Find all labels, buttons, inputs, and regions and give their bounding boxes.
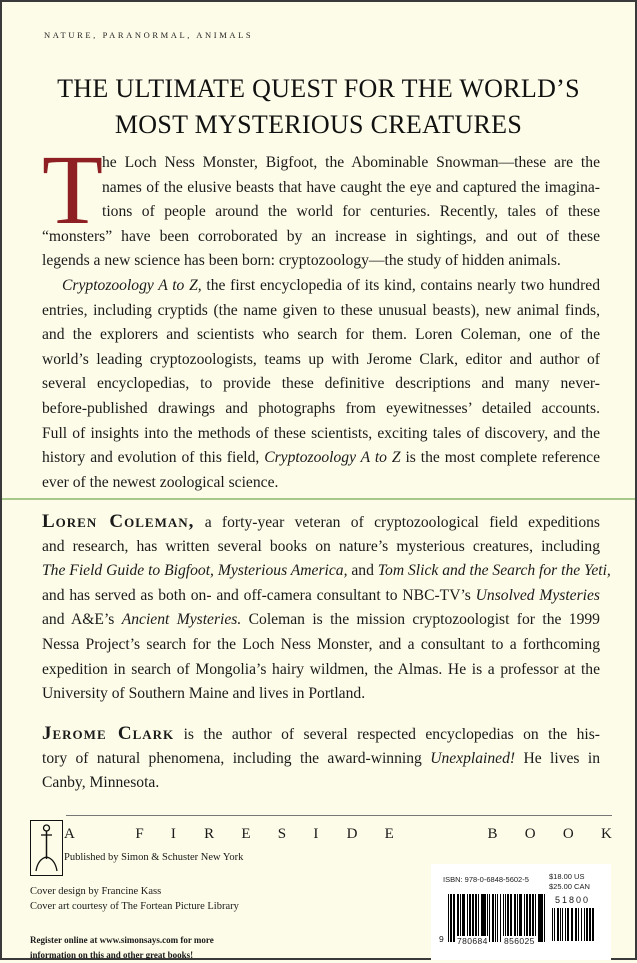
text-line — [42, 608, 600, 633]
addon-barcode — [552, 908, 599, 941]
barcode-bar — [489, 894, 490, 942]
text-line: and research, has written several books on nature’s mysterious creatures, including — [42, 537, 600, 555]
imprint-letter: E — [241, 826, 251, 842]
imprint-letter: O — [562, 826, 574, 842]
barcode-bar — [568, 908, 569, 941]
book-title: Unexplained! — [430, 749, 516, 767]
barcode-bar — [552, 908, 553, 941]
cover-art-credit: Cover art courtesy of The Fortean Picture Library — [30, 901, 239, 912]
text-line — [42, 446, 600, 471]
imprint-letter: R — [204, 826, 215, 842]
text-segment: and A&E’s — [42, 611, 122, 629]
ean-right-digits: 856025 — [504, 936, 535, 946]
imprint-letter: I — [313, 826, 319, 842]
text-line: names of the elusive beasts that have caught the eye and captured the imagina- — [102, 178, 600, 196]
text-segment: He lives in — [515, 749, 600, 767]
barcode-bar — [584, 908, 585, 941]
section-divider — [2, 498, 635, 500]
barcode-bar — [535, 894, 537, 942]
author-bio-clark — [42, 722, 600, 796]
text-line — [42, 274, 600, 299]
text-line: University of Southern Maine and lives in Portland. — [42, 685, 366, 703]
text-line — [42, 559, 611, 584]
barcode-bar — [562, 908, 563, 941]
cover-design-credit: Cover design by Francine Kass — [30, 886, 162, 897]
register-line-1: Register online at www.simonsays.com for more — [30, 935, 214, 945]
barcode-bar — [578, 908, 580, 941]
imprint-letter: D — [346, 826, 358, 842]
text-line — [42, 722, 600, 747]
barcode-bar — [520, 894, 522, 942]
imprint-letter: B — [487, 826, 498, 842]
isbn-text: ISBN: 978-0-6848-5602-5 — [443, 875, 529, 884]
barcode-bar — [457, 894, 459, 942]
author-name: Loren Coleman, — [42, 511, 195, 532]
publisher-line: Published by Simon & Schuster New York — [64, 852, 244, 863]
text-line: legends a new science has been born: cryptozoology—the study of hidden animals. — [42, 252, 561, 270]
text-line: Canby, Minnesota. — [42, 774, 160, 792]
price-addon-code: 51800 — [555, 895, 591, 905]
text-line: before-published drawings and photographs from eyewitnesses’ detailed accounts. — [42, 399, 600, 417]
register-online-note — [30, 933, 214, 963]
author-bio-coleman — [42, 510, 611, 707]
barcode-bar — [469, 894, 470, 942]
description-paragraph-2 — [42, 274, 600, 495]
barcode-bar — [505, 894, 506, 942]
text-line — [42, 584, 600, 609]
imprint-letter — [102, 826, 108, 843]
barcode-bar — [478, 894, 480, 942]
book-title: Tom Slick and the Search for the Yeti, — [377, 562, 611, 580]
description-paragraph-1 — [42, 151, 600, 274]
imprint-letter: S — [277, 826, 287, 842]
barcode-bar — [586, 908, 588, 941]
text-line: “monsters” have been corroborated by an increase in sightings, and out of these — [42, 227, 600, 245]
barcode-bar — [497, 894, 498, 942]
price-block — [549, 872, 590, 892]
barcode-bar — [463, 894, 465, 942]
cover-credits — [30, 884, 239, 914]
headline-line-1: THE ULTIMATE QUEST FOR THE WORLD’S — [57, 74, 580, 103]
imprint-letter: E — [384, 826, 394, 842]
barcode-bar — [581, 908, 582, 941]
text-line: he Loch Ness Monster, Bigfoot, the Abominable Snowman—these are the — [102, 154, 600, 171]
barcode-bar — [481, 894, 482, 942]
imprint-letter: I — [170, 826, 176, 842]
imprint-letter: K — [600, 826, 612, 842]
barcode-box — [431, 864, 611, 960]
price-us: $18.00 US — [549, 872, 585, 881]
text-line: ever of the newest zoological science. — [42, 473, 279, 491]
book-title: Cryptozoology A to Z, — [62, 277, 202, 294]
text-line: Nessa Project’s search for the Loch Ness Monster, and a consultant to a forthcoming — [42, 635, 600, 653]
barcode-bar — [492, 894, 494, 942]
text-segment: history and evolution of this field, — [42, 449, 265, 467]
barcode-bar — [514, 894, 516, 942]
text-line: and the explorers and scientists who search for them. Loren Coleman, one of the — [42, 326, 600, 344]
barcode-bar — [524, 894, 525, 942]
text-line: entries, including cryptids (the name given to these unusual beasts), new animal finds, — [42, 301, 600, 319]
fireside-logo-icon — [30, 820, 63, 876]
headline-line-2: MOST MYSTERIOUS CREATURES — [114, 110, 523, 139]
barcode-bar — [467, 894, 468, 942]
text-line: world’s leading cryptozoologists, teams up with Jerome Clark, editor and author of — [42, 350, 600, 368]
text-segment: the first encyclopedia of its kind, contains nearly two hundred — [201, 277, 600, 294]
text-line: tions of people around the world for centuries. Recently, tales of these — [102, 203, 600, 221]
book-title: Ancient Mysteries. — [121, 611, 242, 629]
drop-cap: T — [42, 134, 104, 245]
imprint-fireside-book — [64, 826, 612, 843]
author-name: Jerome Clark — [42, 723, 175, 744]
barcode-bar — [560, 908, 561, 941]
barcode-bar — [554, 908, 555, 941]
book-title: The Field Guide to Bigfoot, Mysterious America, — [42, 562, 348, 580]
text-line — [42, 747, 600, 772]
category-label: NATURE, PARANORMAL, ANIMALS — [44, 30, 254, 40]
ean-left-digits: 780684 — [457, 936, 488, 946]
price-can: $25.00 CAN — [549, 882, 590, 891]
text-line — [42, 510, 600, 535]
barcode-bar — [503, 894, 504, 942]
imprint-letter — [421, 826, 427, 843]
text-segment: a forty-year veteran of cryptozoological field expeditions — [194, 514, 600, 531]
ean-barcode — [448, 894, 546, 942]
barcode-bar — [529, 894, 531, 942]
barcode-bar — [454, 894, 455, 942]
barcode-bar — [592, 908, 594, 941]
barcode-bar — [544, 894, 545, 942]
barcode-bar — [571, 908, 573, 941]
book-title: Cryptozoology A to Z — [264, 449, 401, 467]
text-line: several encyclopedias, to provide these definitive descriptions and many never- — [42, 375, 600, 393]
barcode-bar — [538, 894, 539, 942]
ean-lead-digit: 9 — [439, 934, 444, 944]
text-segment: is the author of several respected encyclopedias on the his- — [174, 726, 600, 743]
barcode-bar — [557, 908, 559, 941]
barcode-bar — [487, 894, 488, 942]
barcode-bar — [472, 894, 474, 942]
text-segment: and — [347, 562, 378, 580]
barcode-bar — [500, 894, 502, 942]
text-segment: is the most complete reference — [400, 449, 600, 467]
imprint-rule — [66, 815, 612, 816]
text-segment: and has served as both on- and off-camera consultant to NBC-TV’s — [42, 586, 476, 604]
barcode-bar — [495, 894, 496, 942]
barcode-bar — [511, 894, 512, 942]
text-segment: tory of natural phenomena, including the award-winning — [42, 749, 431, 767]
text-line: expedition in search of Mongolia’s hairy wildmen, the Almas. He is a professor at the — [42, 660, 600, 678]
imprint-letter: O — [524, 826, 536, 842]
text-line: Full of insights into the methods of these scientists, exciting tales of discovery, and the — [42, 424, 600, 442]
register-line-2: information on this and other great books! — [30, 950, 194, 960]
imprint-letter — [454, 826, 460, 843]
barcode-bar — [526, 894, 527, 942]
text-segment: Coleman is the mission cryptozoologist for the 1999 — [241, 611, 600, 629]
imprint-letter: A — [64, 826, 75, 842]
imprint-letter: F — [135, 826, 144, 842]
barcode-bar — [448, 894, 449, 942]
book-title: Unsolved Mysteries — [475, 586, 600, 604]
